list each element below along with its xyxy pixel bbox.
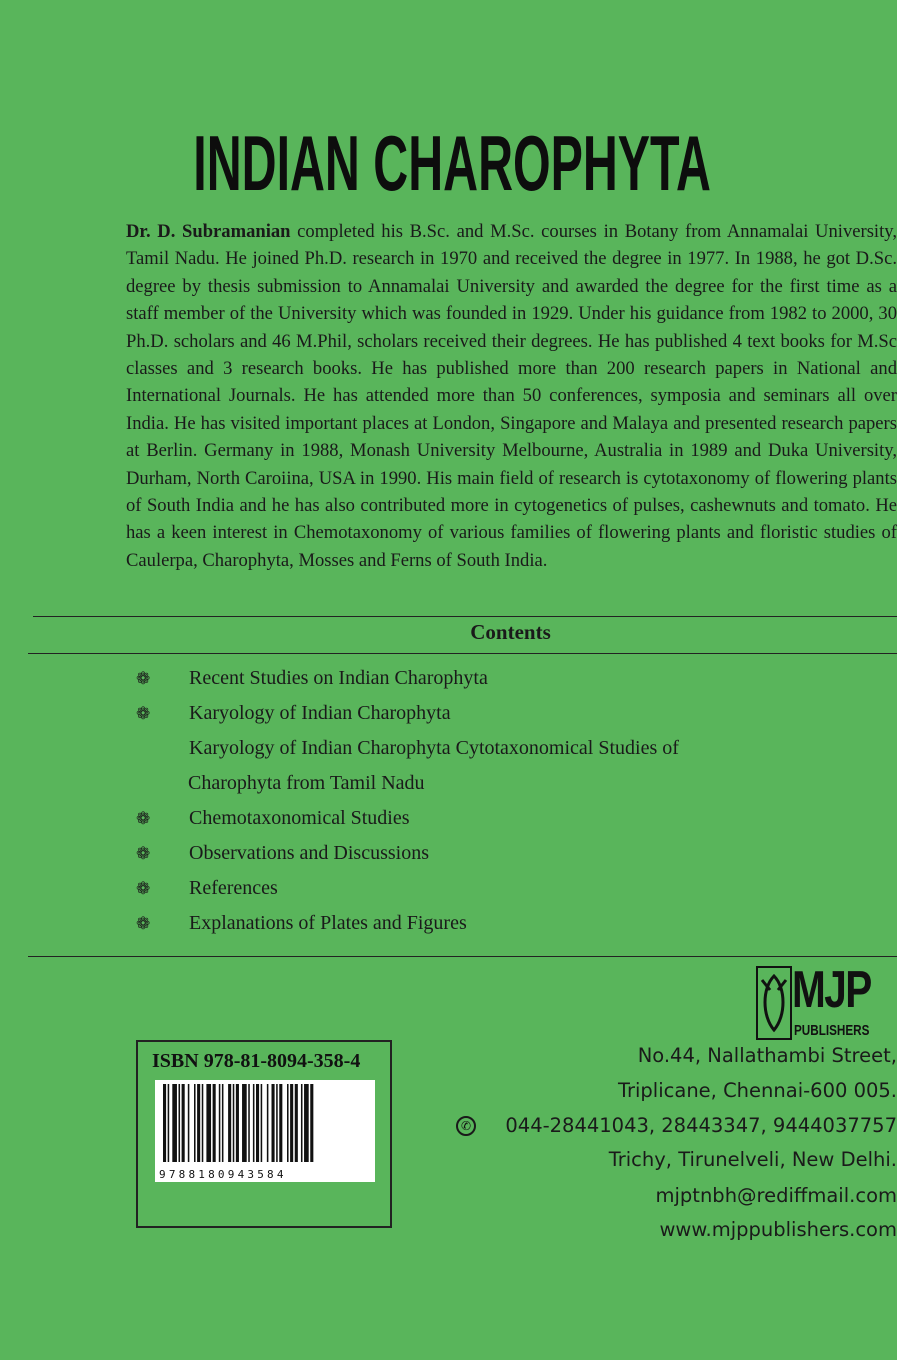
author-name: Dr. D. Subramanian xyxy=(126,221,291,242)
address-line-1: No.44, Nallathambi Street, xyxy=(637,1044,897,1067)
mjp-logo-icon xyxy=(756,966,792,1040)
barcode-bar xyxy=(172,1084,177,1162)
flower-bullet-icon: ❁ xyxy=(136,809,151,828)
publisher-logo xyxy=(756,961,896,1042)
flower-bullet-icon: ❁ xyxy=(136,669,151,688)
logo-subtitle: PUBLISHERS xyxy=(794,1022,870,1039)
contents-item-text: Chemotaxonomical Studies xyxy=(189,807,410,829)
divider-bottom-contents xyxy=(28,956,897,957)
contents-item-text: References xyxy=(189,877,278,899)
barcode-bar xyxy=(287,1084,289,1162)
contents-item-text: Karyology of Indian Charophyta xyxy=(189,702,451,724)
barcode-bar xyxy=(202,1084,204,1162)
barcode-bar xyxy=(233,1084,235,1162)
barcode-bar xyxy=(197,1084,200,1162)
phone-icon: ✆ xyxy=(456,1116,476,1136)
website: www.mjppublishers.com xyxy=(659,1218,897,1241)
barcode-bar xyxy=(248,1084,250,1162)
branch-cities: Trichy, Tirunelveli, New Delhi. xyxy=(608,1148,897,1171)
barcode-bar xyxy=(267,1084,269,1162)
contents-item-text: Karyology of Indian Charophyta Cytotaxonomical Studies of xyxy=(189,737,679,759)
barcode-bar xyxy=(188,1084,190,1162)
barcode-bar xyxy=(222,1084,224,1162)
barcode-bar xyxy=(168,1084,170,1162)
isbn-box xyxy=(136,1040,392,1228)
flower-bullet-icon: ❁ xyxy=(136,879,151,898)
barcode-icon xyxy=(155,1080,375,1166)
barcode-bar xyxy=(219,1084,221,1162)
contents-item-text: Recent Studies on Indian Charophyta xyxy=(189,667,488,689)
address-line-2: Triplicane, Chennai-600 005. xyxy=(617,1079,897,1102)
isbn-label: ISBN 978-81-8094-358-4 xyxy=(152,1050,361,1072)
barcode-bar xyxy=(304,1084,309,1162)
flower-bullet-icon: ❁ xyxy=(136,844,151,863)
divider-bottom-contents-heading xyxy=(28,653,897,654)
book-title: INDIAN CHAROPHYTA xyxy=(193,119,711,207)
contents-item-text: Explanations of Plates and Figures xyxy=(189,912,467,934)
barcode xyxy=(155,1080,375,1182)
barcode-bar xyxy=(179,1084,181,1162)
barcode-bar xyxy=(213,1084,216,1162)
barcode-bar xyxy=(163,1084,166,1162)
divider-top-contents xyxy=(33,616,897,617)
flower-bullet-icon: ❁ xyxy=(136,704,151,723)
contents-item-text: Observations and Discussions xyxy=(189,842,429,864)
barcode-bar xyxy=(279,1084,282,1162)
email: mjptnbh@rediffmail.com xyxy=(655,1184,897,1207)
barcode-bar xyxy=(295,1084,298,1162)
author-bio-text: completed his B.Sc. and M.Sc. courses in Botany from Annamalai University, Tamil Nadu. He joined Ph.D. research in 1970 and received the degree in 1977. In 1988, he got D.Sc. degree by thesis submission to Annamalai University and awarded the degree for the first time as a staff member of the University which was founded in 1929. Under his guidance from 1982 to 2000, 30 Ph.D. scholars and 46 M.Phil, scholars received their degrees. He has published 4 text books for M.Sc classes and 3 research books. He has published more than 200 research papers in National and International Journals. He has attended more than 50 conferences, symposia and seminars all over India. He has visited important places at London, Singapore and Malaya and presented research papers at Berlin. Germany in 1988, Monash University Melbourne, Australia in 1989 and Duka University, Durham, North Caroiina, USA in 1990. His main field of research is cytotaxonomy of flowering plants of South India and he has also contributed more in cytogenetics of pulses, cashewnuts and tomato. He has a keen interest in Chemotaxonomy of various families of flowering plants and floristic studies of Caulerpa, Charophyta, Mosses and Ferns of South India. xyxy=(126,221,897,571)
barcode-bar xyxy=(236,1084,239,1162)
barcode-bar xyxy=(228,1084,231,1162)
barcode-bar xyxy=(272,1084,275,1162)
contents-heading: Contents xyxy=(470,620,551,644)
barcode-bar xyxy=(242,1084,247,1162)
barcode-bar xyxy=(182,1084,185,1162)
barcode-bar xyxy=(253,1084,255,1162)
barcode-bar xyxy=(301,1084,303,1162)
barcode-bar xyxy=(206,1084,211,1162)
barcode-bar xyxy=(290,1084,293,1162)
barcode-bar xyxy=(256,1084,259,1162)
logo-text: MJP xyxy=(792,961,871,1019)
barcode-bar xyxy=(276,1084,278,1162)
barcode-bar xyxy=(194,1084,196,1162)
barcode-bar xyxy=(310,1084,313,1162)
author-bio xyxy=(126,218,897,574)
barcode-bar xyxy=(261,1084,263,1162)
contents-item-text: Charophyta from Tamil Nadu xyxy=(188,772,425,794)
barcode-digits: 9788180943584 xyxy=(159,1168,287,1181)
flower-bullet-icon: ❁ xyxy=(136,914,151,933)
phone-numbers: 044-28441043, 28443347, 9444037757 xyxy=(505,1114,897,1137)
